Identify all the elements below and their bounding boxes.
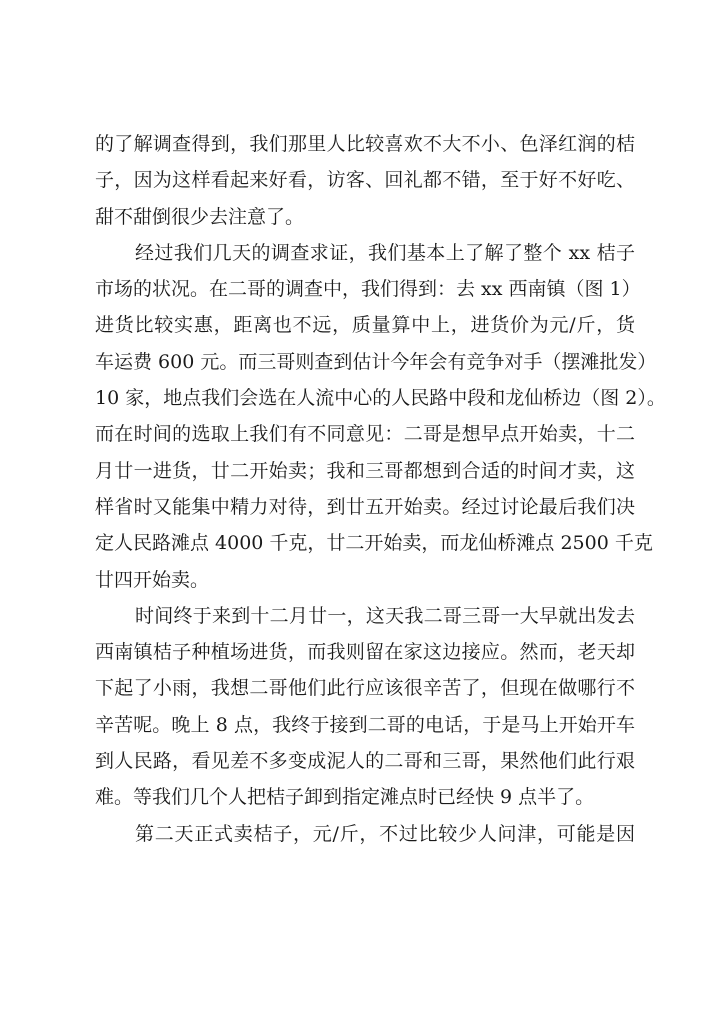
text-line: 难。等我们几个人把桔子卸到指定滩点时已经快 9 点半了。 bbox=[95, 786, 595, 809]
text-line: 下起了小雨，我想二哥他们此行应该很辛苦了，但现在做哪行不 bbox=[95, 677, 635, 700]
text-line: 而在时间的选取上我们有不同意见：二哥是想早点开始卖，十二 bbox=[95, 423, 635, 446]
text-line: 月廿一进货，廿二开始卖；我和三哥都想到合适的时间才卖，这 bbox=[95, 459, 635, 482]
paragraph bbox=[95, 598, 635, 816]
text-line: 经过我们几天的调查求证，我们基本上了解了整个 xx 桔子 bbox=[135, 241, 635, 264]
text-line: 子，因为这样看起来好看，访客、回礼都不错，至于好不好吃、 bbox=[95, 169, 635, 192]
text-line: 样省时又能集中精力对待，到廿五开始卖。经过讨论最后我们决 bbox=[95, 495, 635, 518]
text-line: 10 家，地点我们会选在人流中心的人民路中段和龙仙桥边（图 2）。 bbox=[95, 387, 666, 410]
paragraph bbox=[95, 126, 635, 235]
text-line: 时间终于来到十二月廿一，这天我二哥三哥一大早就出发去 bbox=[135, 604, 635, 627]
text-line: 廿四开始卖。 bbox=[95, 568, 210, 591]
text-line: 进货比较实惠，距离也不远，质量算中上，进货价为元/斤，货 bbox=[95, 314, 635, 337]
text-line: 车运费 600 元。而三哥则查到估计今年会有竞争对手（摆滩批发） bbox=[95, 350, 657, 373]
text-line: 到人民路，看见差不多变成泥人的二哥和三哥，果然他们此行艰 bbox=[95, 750, 635, 773]
paragraph bbox=[95, 235, 666, 598]
text-line: 市场的状况。在二哥的调查中，我们得到：去 xx 西南镇（图 1） bbox=[95, 278, 641, 301]
document-body bbox=[95, 126, 666, 852]
text-line: 定人民路滩点 4000 千克，廿二开始卖，而龙仙桥滩点 2500 千克 bbox=[95, 532, 653, 555]
paragraph bbox=[95, 816, 635, 852]
text-line: 西南镇桔子种植场进货，而我则留在家这边接应。然而，老天却 bbox=[95, 641, 635, 664]
text-line: 的了解调查得到，我们那里人比较喜欢不大不小、色泽红润的桔 bbox=[95, 133, 635, 155]
text-line: 第二天正式卖桔子，元/斤，不过比较少人问津，可能是因 bbox=[135, 822, 635, 845]
text-line: 甜不甜倒很少去注意了。 bbox=[95, 205, 305, 228]
text-line: 辛苦呢。晚上 8 点，我终于接到二哥的电话，于是马上开始开车 bbox=[95, 713, 635, 736]
